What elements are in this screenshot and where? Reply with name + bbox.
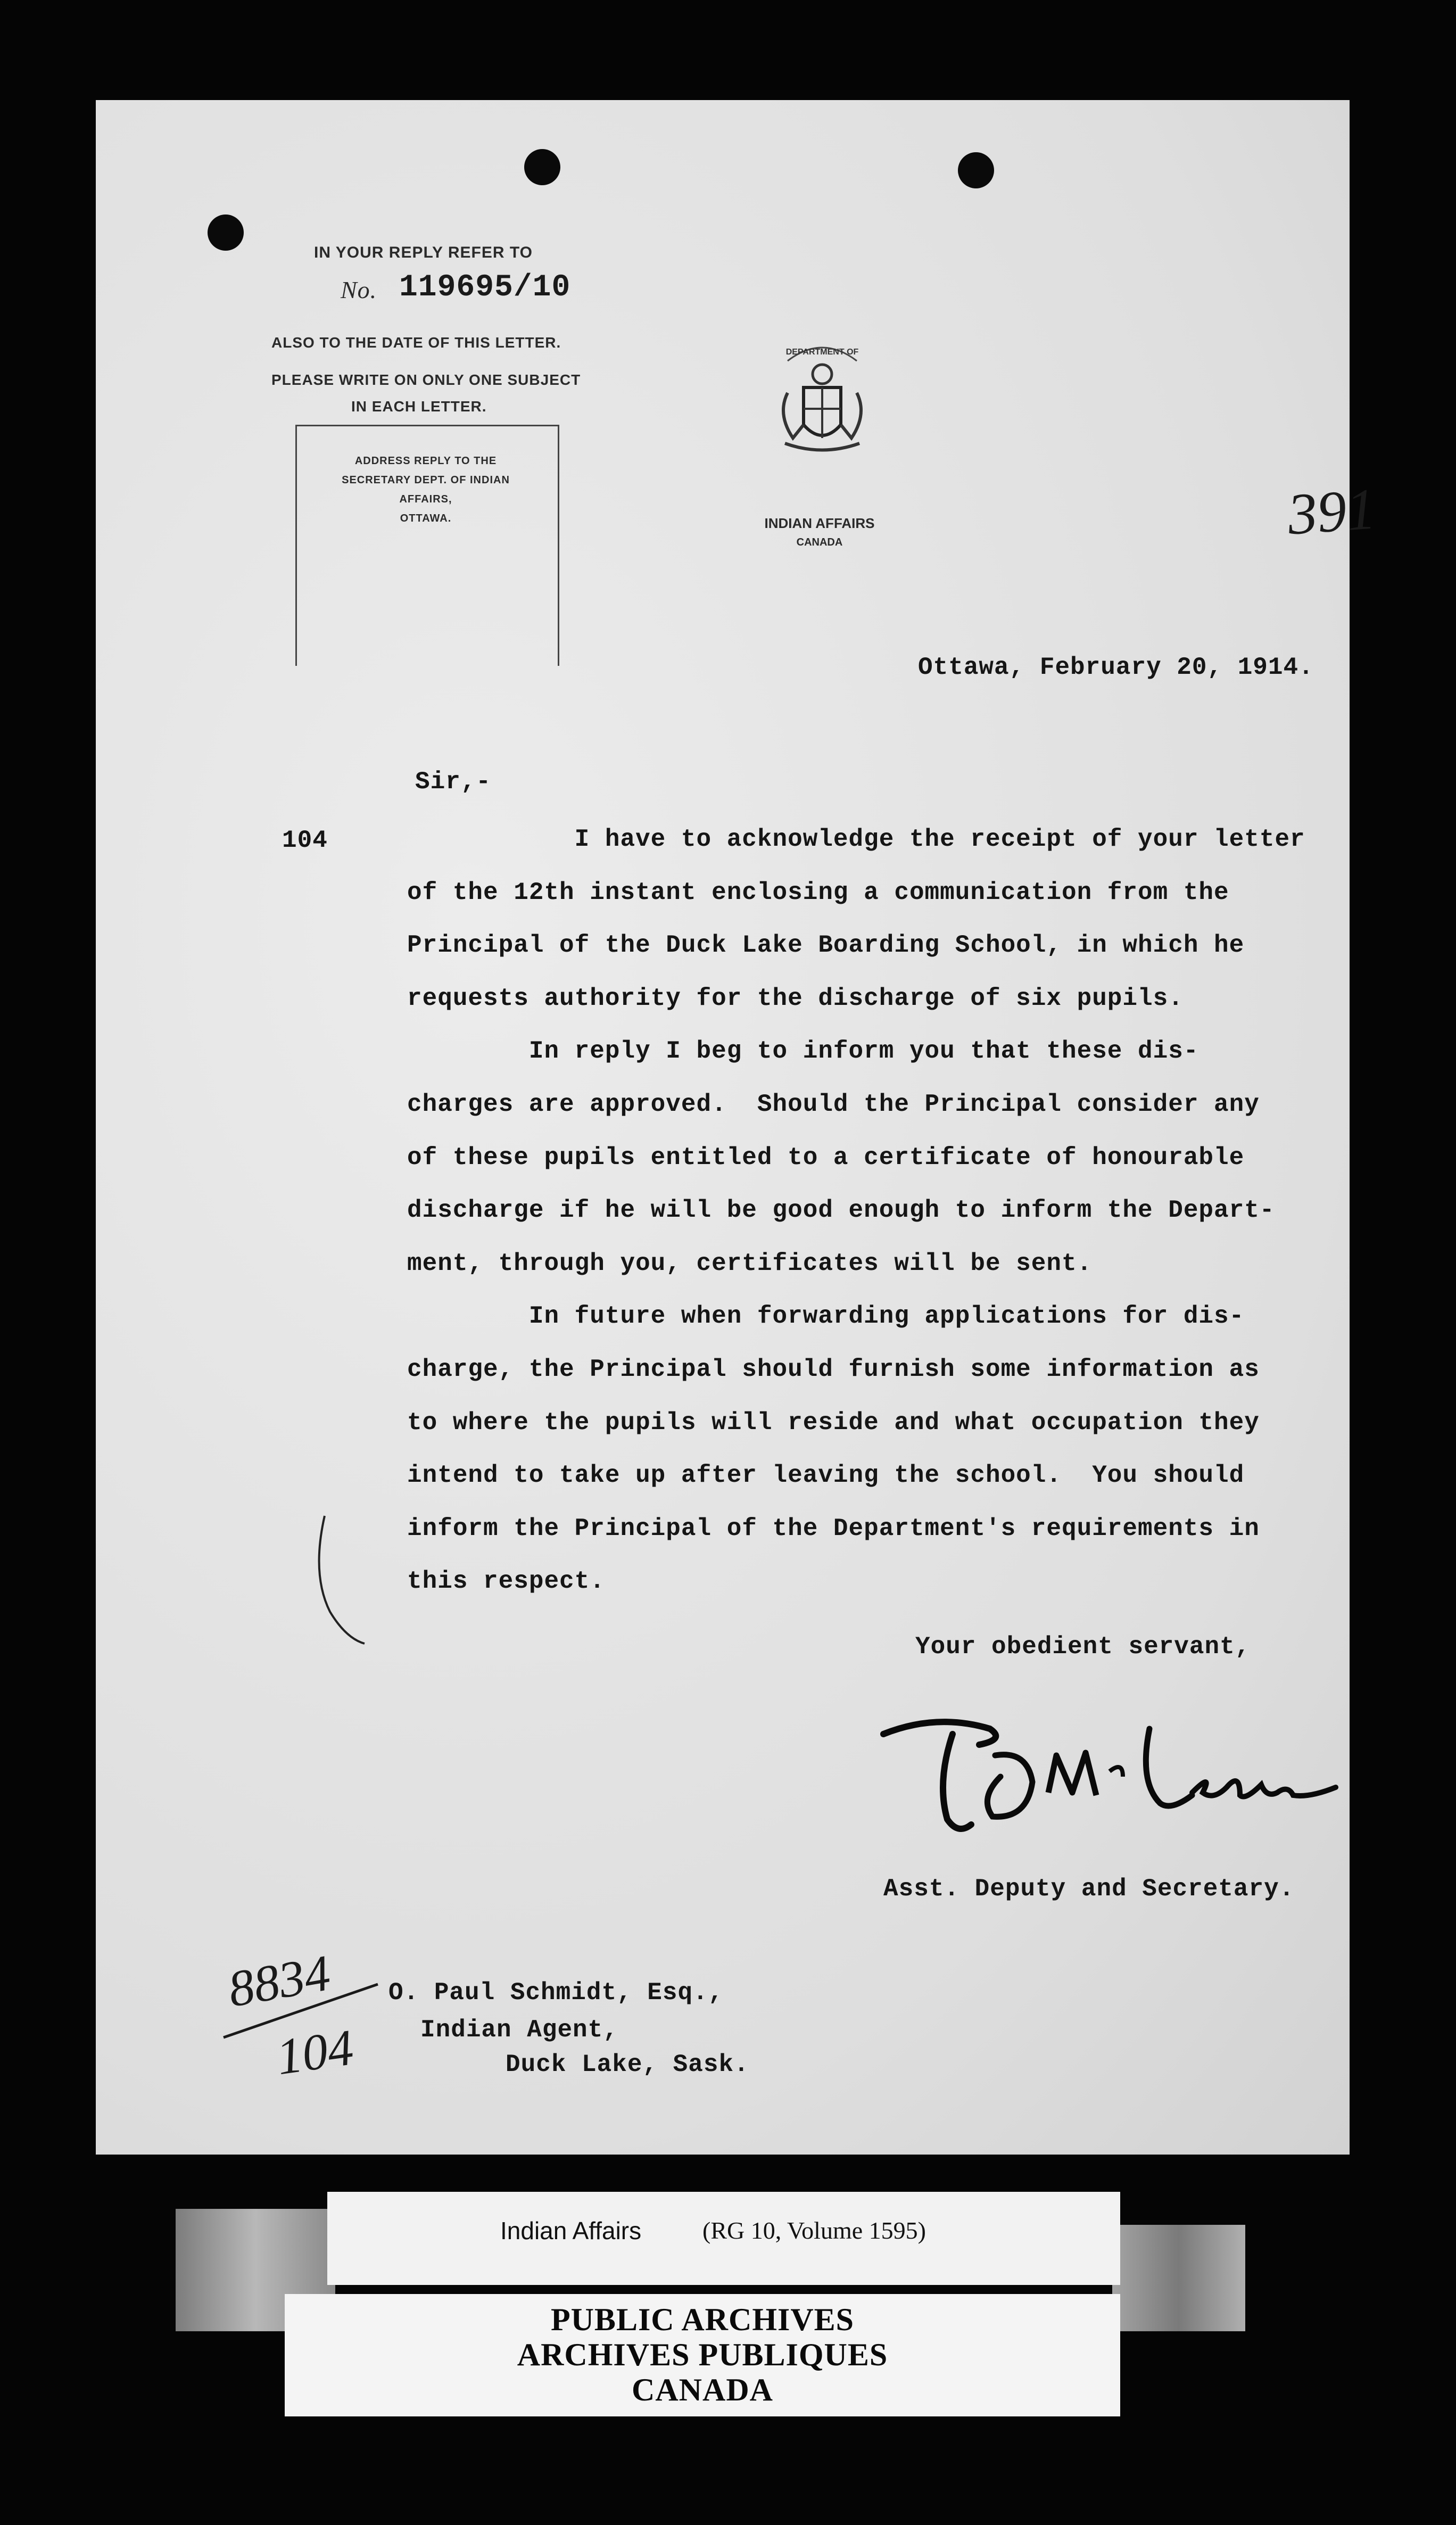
margin-reference: 104: [282, 827, 328, 854]
punch-hole: [958, 152, 994, 188]
file-note-bottom: 104: [272, 2018, 357, 2086]
seal-top-text: DEPARTMENT OF: [785, 348, 859, 357]
body-line: to where the pupils will reside and what occupation they: [407, 1408, 1260, 1437]
body-line: In reply I beg to inform you that these dis-: [407, 1037, 1199, 1066]
page-number: 391: [1285, 476, 1378, 547]
punch-hole: [208, 214, 244, 251]
signature: [873, 1697, 1352, 1856]
recipient-line: O. Paul Schmidt, Esq.,: [388, 1979, 724, 2007]
document-sheet: [96, 100, 1378, 2155]
body-line: charge, the Principal should furnish some information as: [407, 1355, 1260, 1383]
margin-bracket-mark: [309, 1511, 373, 1649]
body-line: of these pupils entitled to a certificate of honourable: [407, 1143, 1245, 1171]
reply-refer-text: IN YOUR REPLY REFER TO: [314, 244, 533, 261]
address-line-2: SECRETARY DEPT. OF INDIAN AFFAIRS,: [342, 474, 510, 505]
body-line: Principal of the Duck Lake Boarding School, in which he: [407, 931, 1245, 960]
archive-reference-label: [327, 2192, 1120, 2285]
body-line: ment, through you, certificates will be sent.: [407, 1249, 1093, 1277]
recipient-line: Duck Lake, Sask.: [506, 2051, 749, 2078]
file-number: 119695/10: [399, 270, 571, 305]
archive-line-2: ARCHIVES PUBLIQUES: [517, 2337, 888, 2372]
body-line: requests authority for the discharge of six pupils.: [407, 984, 1184, 1012]
address-line-1: ADDRESS REPLY TO THE: [354, 455, 497, 467]
body-line: this respect.: [407, 1567, 605, 1596]
address-line-3: OTTAWA.: [400, 513, 452, 524]
archive-line-1: PUBLIC ARCHIVES: [550, 2302, 855, 2337]
seal-caption: INDIAN AFFAIRS: [764, 515, 875, 531]
seal-country: CANADA: [796, 537, 843, 548]
body-line: of the 12th instant enclosing a communication from the: [407, 878, 1229, 906]
letterhead-each-line: IN EACH LETTER.: [351, 398, 487, 415]
film-strip-right: [1112, 2225, 1245, 2331]
letter-date: Ottawa, February 20, 1914.: [918, 654, 1314, 681]
body-line: charges are approved. Should the Principal consider any: [407, 1090, 1260, 1118]
file-note-top: 8834: [224, 1944, 335, 2018]
body-line: inform the Principal of the Department's requirements in: [407, 1514, 1260, 1542]
body-line: I have to acknowledge the receipt of your letter: [407, 826, 1305, 853]
salutation: Sir,-: [415, 768, 492, 796]
handwritten-file-note: [218, 1936, 388, 2101]
file-number-prefix: No.: [341, 276, 377, 303]
volume-reference: (RG 10, Volume 1595): [702, 2217, 926, 2244]
body-line: In future when forwarding applications for dis-: [407, 1302, 1245, 1331]
address-reply-text: [319, 451, 532, 528]
letterhead-date-line: ALSO TO THE DATE OF THIS LETTER.: [271, 334, 561, 351]
fonds-name: Indian Affairs: [500, 2217, 642, 2245]
recipient-line: Indian Agent,: [420, 2016, 618, 2044]
body-line: intend to take up after leaving the school. You should: [407, 1462, 1245, 1490]
punch-hole: [524, 149, 560, 185]
archive-stamp-label: [285, 2294, 1120, 2416]
body-line: discharge if he will be good enough to inform the Depart-: [407, 1197, 1275, 1225]
coat-of-arms-seal: [766, 324, 878, 462]
letterhead-write-line: PLEASE WRITE ON ONLY ONE SUBJECT: [271, 372, 581, 388]
letter-body: [407, 813, 1305, 1608]
archive-line-3: CANADA: [632, 2372, 773, 2407]
signatory-title: Asst. Deputy and Secretary.: [883, 1875, 1295, 1903]
closing-line: Your obedient servant,: [915, 1633, 1251, 1661]
